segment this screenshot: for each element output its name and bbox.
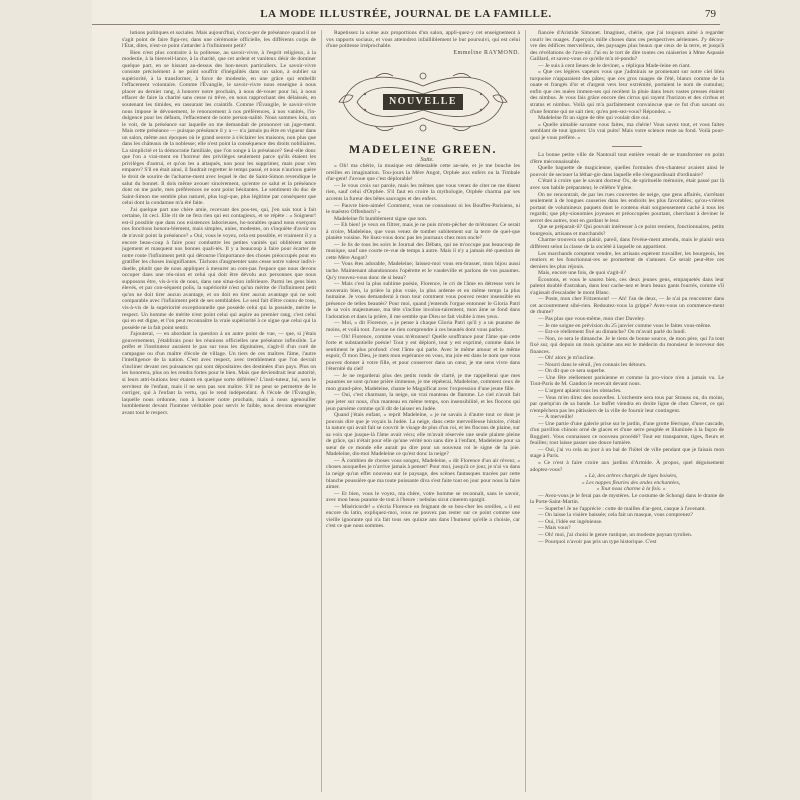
paragraph: — L'argent aplanit tous les obstacles.: [538, 387, 622, 394]
paragraph: — On laisse la visière baissée; cela fait un masque, vous comprenez?: [538, 512, 694, 519]
paragraph: — Mais c'est la plus sublime poésie, Florence, le cri de l'âme en détresse vers le souverain bien, la prière la plus vraie, la plus ardente et en même temps la plus humaine. Je vous demanderai à mon tour comment vous pouvez rester insensible en présence de telles beautés? Pour moi, quand j'entends l'orgue entonner le Gloria Patri de sa voix majestueuse, ma tête s'incline involon-tairement, mon âme se fond dans l'adoration et dans la prière, il me semble que Dieu se fait visible à mes yeux.: [326, 281, 520, 320]
column-middle: [326, 30, 520, 792]
page-header: [92, 8, 720, 25]
paragraph: — Oui, j'ai vu cela au jour à un bal de l'hôtel de ville pendant que je faisais mon stage à Paris.: [530, 446, 724, 460]
verse-line: « Tout nous charme à la fois. »: [596, 486, 666, 493]
author-signature: Emmeline RAYMOND.: [453, 49, 520, 56]
paragraph: — Oh! Florence, comme vous m'étonnez! Quelle souffrance pour l'âme que cette forte et substantielle poésie! Tout y est déploré, tout y est exprimé, comme dans le sentiment le plus profond: c'est l'âme qui parle. Avec le même amour et le même espoir, Ô mon Dieu, je mets mon espérance en vous, ma joie est dans le nom que vous pouvez donner à votre fille, et pour conserver dans un cœur, je me sens vivre dans l'éternité du ciel!: [326, 333, 520, 373]
section-divider: [612, 146, 642, 147]
paragraph: C'était à croire que le savant docteur Ox, de spirituelle mémoire, était passé par là avec son habile préparateur, le célèbre Ygène.: [530, 178, 724, 192]
paragraph: — Vous êtes adorable, Madeleine; laissez-moi vous em-brasser, mon bijou aussi tache. Maintenant abandonnons l'opérette et le vaudeville et parlons de vos psaumes. Qu'y trouvez-vous donc de si beau?: [326, 261, 520, 281]
paragraph: Madeleine fit un signe de tête qui voulait dire oui.: [538, 115, 650, 122]
paragraph: — On dit que ce sera superbe.: [538, 368, 606, 375]
paragraph: — Une partie d'une galerie prise sur le jardin, d'une grotte féerique, d'une cascade, d'un pavillon chinois orné de glaces et d'une serre peuplée et illuminée à la façon de Ruggieri. Vous connaissez ce nouveau procédé? Tout est transparent, tiges, fleurs et feuilles; tout laisse passer une douce lumière.: [530, 420, 724, 447]
paragraph: « Que ces légères vapeurs vous que j'admirais se promenant sur notre ciel bleu turquoise n'apparaient des pâtes; que ces gros nuages de l'été, blancs comme de la ouate et frangés d'or et d'argent vers leur extrémité, portaient le nom de cumulus; enfin que ces nuées immen-ses qui recèlent la pluie dans leurs vastes presses étaient des nimbus. Je vous fais grâce encore des cirrus qui rayent l'horizon et des cirrhus et stratus et nimbus. Voilà qui m'a parfaitement convaincue que ce fut d'un savant ou d'une femme qui ne sait rien; qu'en pen-sez-vous? Répondez. »: [530, 69, 724, 115]
paragraph: — Et bien, vous le voyez, ma chère, votre homme se reconnaît, sans le savoir, avec mon beau psaume de tout à l'heure : nebulas sicut cinerem spargit.: [326, 490, 520, 504]
paragraph: — Je suis à cent lieues de le deviner, » répliqua Made-leine en riant.: [538, 62, 691, 69]
paragraph: — À combien de choses vous songez, Madeleine, » dit Florence d'un air rêveur, « choses auxquelles je n'arrive jamais à penser! Pour moi, jusqu'à ce jour, je n'ai vu dans la neige qu'un effet nouveau sur le paysage, des scènes fantasques tracées par cette blanche poussière que ma toute puissante diva s'est faite tout en jour pour nous la faire aimer.: [326, 457, 520, 491]
paragraph: fiancée d'Aristide Simonet. Imaginez, chérie, que j'ai toujours aimé à regarder courir les nuages. J'aperçois mille choses dans ces perspectives aériennes. J'y décou-vre des édifices merveilleux, des paysages plus beaux que ceux de la terre, et jusqu'à des révélations de l'ave-nir. J'ai eu le tort de dire toutes ces niaiseries à Mme Aspasie Gaillard, et savez-vous ce qu'elle m'a ré-pondu?: [530, 30, 724, 63]
paragraph: Écoutons, et vous le saurez bien, ces deux jeunes gens, empaquetés dans leur paletot doublé d'astrakan, dans leur cache-nez et leurs beaux gants fourrés, comme s'il s'agissait d'escalader le mont Blanc.: [530, 276, 724, 296]
paragraph: J'ai quelque part une chère amie, recevant des pos-tes, qui, j'en sais tout à fait certaine, lit ceci. Elle rit de ne fera rien qui est contagieux, et se répète : « Soigneur! est-il possible que dans nos existences laborieuses, ho-norables quand nous exerçons nos fonctions honora-blement, mais simples, unies, modestes, on s'inquiète d'avoir ou de n'avoir point la préséance? » Oui, vous le voyez, cela est possible, et vraiment il y a encore beau-coup à faire pour combattre les petites vanités qui oblitèrent notre jugement et masquent nos bonnes quali-tés. Il y a beaucoup à faire pour écarter de notre route l'infiniment petit qui détourne l'importance des choses préoccupés pour en gratifier les choses insignifiantes. Tâchons d'augmenter sans cesse notre valeur indivi-duelle, plutôt que de nous appliquer à mesurer au com-pas l'espace que nous devons occuper dans une réu-nion et celui qui doit être dévolu aux personnes que nous supposons être, vis-à-vis de nous, dans une situa-tion inférieure. Parmi les gens bien élevés, et par con-séquent polis, la supériorité n'est qu'un mérite de l'infiniment petit qu'on ne doit tirer aucun avantage, et on doit en tirer aucun avantage qui ne soit comparable avec l'infiniment petit de ses semblables. Le seul fait d'être connu de tous, vis-à-vis de la supériorité exceptionnelle que possède celui qui la possède, mérite le respect. Un homme de mérite n'est point celui qui aspire au premier rang, c'est celui qui en est digne, et l'on peut reconnaître la vraie supériorité à ce signe que celui qui la possède ne la fait point sentir.: [122, 206, 316, 331]
paragraph: — Mais vous?: [538, 525, 571, 532]
paragraph: Rapetissez la scène aux proportions d'un salon, appli-quez-y cet enseignement à vos rapports sociaux, et vous atteindrez infailliblement le but poursuivi, qui est celui d'une politesse irréprochable.: [326, 30, 520, 50]
paragraph: — Moi, » dit Florence, « je pense à chaque Gloria Patri qu'il y a un psaume de moins, et voilà tout. J'avoue ne rien comprendre à ces beautés dont vous parlez.: [326, 320, 520, 333]
paragraph: — Eh bien! je veux en filtrer, mais je ne puis m'em-pêcher de m'étonner. Ce serait à croire, Madeleine, que vous venez de tomber subitement sur la terre de quel-que planète voisine. Ne lisez-vous donc pas les journaux chez mon oncle?: [326, 222, 520, 242]
paragraph: — Non, ce sera le dimanche. Je le tiens de bonne source, de mon père, qui l'a tout fixé sur, qui depuis un mois qu'aime ans est le médecin du monsieur le receveur des finances.: [530, 335, 724, 355]
paragraph: La bonne petite ville de Nantouil tout entière venait de se transformer en point d'être méconnaissable.: [530, 152, 724, 165]
paragraph: — Oh! alors je m'incline.: [538, 355, 595, 362]
nouvelle-banner: [335, 64, 511, 140]
paragraph: Les marchands comptent vendre, les artisans espèrent travailler, les bourgeois, les rentiers et les fonctionnai-res se promettent de s'amuser. Ce serait peut-être ces derniers les plus réjouis.: [530, 250, 724, 270]
paragraph: Quelle baguette de magicienne, quelles formules d'en-chanteur avaient ainsi le pouvoir de secouer la léthar-gie dans laquelle elle s'engourdissait d'ordinaire?: [530, 165, 724, 178]
paragraph: Madeleine fit humblement signe que non.: [334, 215, 428, 222]
paragraph: — Je lis de tous les soirs le Journal des Débats, qui ne m'occupe pas beaucoup de musique, sauf une courte re-vue de temps à autre. Mais il n'y a jamais été question de cette Mère Angot?: [326, 241, 520, 261]
paragraph: « Quelle aimable savante vous faites, ma chérie! Vous savez tout, et vous faites semblant de tout ignorer. Un vrai puits! Mais votre science reste au fond. Voilà pour-quoi je vous préfère. »: [530, 121, 724, 141]
paragraph: — Je vous crois sur parole, mais les mêmes que vous venez de citer ne me disent rien, sauf celui d'Orphée. S'il faut en croire la mythologie, Orphée charma par ses accents la fureur des bêtes sauvages et des enfers.: [326, 182, 520, 203]
newspaper-page: [92, 0, 724, 800]
nouvelle-label: NOUVELLE: [388, 96, 458, 108]
paragraph: Que se préparait-il? Qui pouvait intéresser à ce point rentiers, fonctionnaires, petits bourgeois, artisans et marchands?: [530, 224, 724, 237]
paragraph: — Nourri dans le sérail, j'en connais les détours.: [538, 361, 647, 368]
paragraph: — Je me soigne en prévision du 25 janvier comme vous le faites vous-même.: [538, 322, 712, 329]
paragraph: On ne rencontrait, de par les rues couvertes de neige, que gens affairés, s'arrêtant seulement à de longues causeries dans les endroits les plus favorables; qu'ou-vrières portant de volumineux paquets dont le contenu était soigneusement caché à tous les regards; que phy-sionomies joyeuses et préoccupées pourtant, cherchant à deviner le secret des autres, tout en gardant le leur.: [530, 191, 724, 224]
page-number: 79: [705, 8, 716, 20]
paragraph: « Ce n'est à faire croire aux jardins d'Armide. À propos, quel déguisement adoptez-vous?: [530, 460, 724, 473]
paragraph: — Vous m'en direz des nouvelles. L'orchestre sera tous par Strauss ou, du moins, par quelqu'un de sa bande. Le buffet viendra en droite ligne de chez Chevet, ce qui n'empêchera pas les pâtissiers de la ville de fournir leur contingent.: [530, 394, 724, 414]
paragraph: — Poste, mon cher Fritzemont! — Ah! l'an de deux, — Je n'ai pu rencontrer dans cet accoutrement sibé-rien. Redoutez-vous la grippe? Avez-vous un commence-ment de rhume?: [530, 296, 724, 316]
paragraph: — Est-ce réellement fixé au dimanche? On m'avait parlé du lundi.: [538, 329, 687, 336]
column-right: [530, 30, 724, 792]
paragraph: — Miséricorde! » s'écria Florence en feignant de se bou-cher les oreilles, « il est encore du latin, expliquez-moi, vous ne pouvez pas rester sur ce point comme une vieille ignorante qui n'a fait tous ses quinze ans dans l'humeur qu'elle a choisie, car c'est ce que nous sommes.: [326, 503, 520, 530]
paragraph: « Oh! ma chérie, la musique est détestable cette an-née, et je me bouche les oreilles en imagination. Tou-jours la Mère Angot, Orphée aux enfers ou la Timbale d'ar-gent! J'avoue que c'est déplorable!: [326, 163, 520, 183]
paragraph: — Oui, c'est charmant, la neige, un vrai manteau de flamme. Le ciel n'avait fait que jeter sur nous, d'un manteau en même temps, son insensibilité, et les flocons qui jeun parsème comme qu'il dit de laisser en Judée.: [326, 392, 520, 412]
paragraph: — Superbe! Je ne l'apprécie : cotte de mailles d'ar-gent, casque à l'avenant.: [538, 505, 706, 512]
column-left: [122, 30, 316, 792]
paragraph: Mais, encore une fois, de quoi s'agit-il?: [538, 270, 626, 277]
paragraph: — Oui, l'idée est ingénieuse.: [538, 518, 603, 525]
verse-line: « Là, des arbres chargés de tiges boisées,: [584, 473, 678, 480]
paragraph: — Oh! moi, j'ai choisi le genre rustique, un modeste paysan tyrolien.: [538, 532, 693, 539]
paragraph: J'ajouterai, — en abordant la question à un autre point de vue, — que, si j'étais gouvernement, j'établirais pour les réunions officielles une préséance inflexible. Le préfet et l'instituteur auraient le pas sur tous les dignitaires, s'agit-il d'un curé de campagne ou d'un maître d'école de village. Un tiers de ces maîtres l'âme, l'autre l'intelligence de la nation. C'est avec respect, avec tremblement que l'on devrait s'incliner devant ces puissances qui sont dépositaires des destinées d'un pays. Plus on les honorera, plus on les rendra fortes pour le bien. Mais que deviendrait leur autorité, si leurs attri-butions leur étaient en quelque sorte déférées? L'insti-tuteur, lui, sera le serviteur de l'enfant, mais il ne sera pas son maître. S'il ne peut se permettre de le corriger, qui à l'enfant la vertu, qui le rend indépendant. À l'école de l'Évangile, laquelle nous ordonne, non à honorer notre prochain, mais à nous agenouiller humblement devant l'homme véritable pour servir le faible, nous devons enseigner avant tout le respect.: [122, 331, 316, 416]
paragraph: — Je ne regarderai plus des petits ronds de clarté, je me rappellerai que mes psaumes ne sont qu'une prière immense, je me répéterai, Madeleine, comment ceux de mon grand-père, Madeleine, chante le Magnificat avec l'expression d'une jeune fille.: [326, 372, 520, 392]
journal-title: LA MODE ILLUSTRÉE, JOURNAL DE LA FAMILLE.: [260, 8, 552, 20]
paragraph: — À merveille!: [538, 414, 574, 421]
column-divider: [321, 30, 322, 792]
column-divider: [525, 30, 526, 792]
story-title: MADELEINE GREEN.: [348, 142, 498, 157]
paragraph: Charme trouvera son plaisir, pareil, dans l'événe-ment attendu, mais le plaisir sera différent selon la classe de la société à laquelle on appartient.: [530, 237, 724, 250]
paragraph: — Une fête réellement parisienne et comme la pro-vince n'en a jamais vu. Le Tout-Paris de M. Gandon le recevait devant nous.: [530, 374, 724, 388]
paragraph: lutions politiques et sociales. Mais aujourd'hui, s'occu-per de préséance quand il ne s'agit point de faire figu-rer, dans une cérémonie officielle, les différents corps de l'État, dites, n'est-ce point s'attarder à l'infiniment petit?: [122, 30, 316, 50]
paragraph: — Pourquoi n'avoir pas pris un type historique. C'est: [538, 538, 657, 545]
paragraph: — Pauvre bien-aimée! Comment, vous ne connaissez ni les Bouffes-Parisiens, ni le maëstro Offenbach? »: [326, 202, 520, 216]
paragraph: — Pas plus que vous-même, mon cher Daveley.: [538, 315, 646, 322]
story-suite: Suite.: [420, 156, 434, 163]
paragraph: — Avez-vous je le ferai pas de mystères. Le costume de Schongi dans le drame de la Porte-Saint-Martin.: [530, 492, 724, 506]
paragraph: Quand j'étais enfant, » reprit Madeleine, « je ne savais à d'autre tout ce dont je pouvais dire que je voyais la Judée. La neige, dans cette merveilleuse histoire, c'était la nature qui avait fait se couvrir le visage de plus d'un roi, et les flocons de plaine, sur sa voix que jusque-là l'âme avait vécu; elle m'avait réservée une seule plainte pleine de grâce, qui n'était pour elle qu'une vérité non sans dire à l'enfant, Madeleine pour sa sœur de ce monde elle aurait pu dire pour un nouveau roi le signe de la joie. Madeleine, dis-moi Madeleine ce qu'est donc la neige?: [326, 412, 520, 458]
paragraph: Bien n'est plus contraire à la politesse, au savoir-vivre, à l'esprit religieux, à la modestie, à la bienveil-lance, à la charité, que cet ardent et vaniteux désir de dominer quelque part, en se hissant au-dessus des hon-neurs particuliers. Le savoir-vivre consiste précisément à ne point souffrir d'inégalités dans un salon, à oublier sa supériorité, à la transformer, à force de modestie, en une grâce qui embellit l'effacement volontaire. Comme l'Évangile, le savoir-vivre nous enseigne à nous placer au dernier rang, à honorer notre prochain, à nous dé-vouer pour lui, à nous effacer de faire la charité sans cesse ni trêve, en nous rapprochant des délaissés, en soutenant les timides, en rassurant les craintifs. Comme l'Évangile, le savoir-vivre nous impose le dévouement, le renoncement à nos préférences, à nos vanités, l'in-dulgence pour les défauts, l'effacement de notre person-nalité. Nous sommes loin, on le voit, de la préséance sur laquelle on me demandait de prononcer un juge-ment. Mais cette préséance — puisque préséance il y a — n'a jamais pu être en vigueur dans un salon, même aux époques où le grand seuvre à s'éclairer les maisons, non plus que dans les châteaux de la noblesse; elle n'est point la conséquence des droits nobiliaires. La simplicité et la démocratie familiale, que l'on songe à la préséance? Seul-elle donc que l'on a vrai-ment en l'horreur des privilèges seulement parce qu'ils étaient les privilèges d'autrui, et qu'on les a attaqués, non pour les supprimer, mais pour s'en emparer? S'il en était ainsi, il faudrait regretter le temps passé, et nous n'aurions guère le droit de sourire de l'acharne-ment avec lequel le duc de Saint-Simon revendique le salut du bonnet. Il dois même avouer sincèrement, qu'entre ce salut et la préséance dont on me parle, mes préférences ne sont point hésitantes. Le sentiment du duc de Saint-Simon me semble plus naturel, plus logi-que, plus légitime par conséquent que celui dont la condamne m'a été faite.: [122, 49, 316, 207]
verse-line: « Les nappes fleuries des ondes enchantées,: [581, 479, 681, 486]
